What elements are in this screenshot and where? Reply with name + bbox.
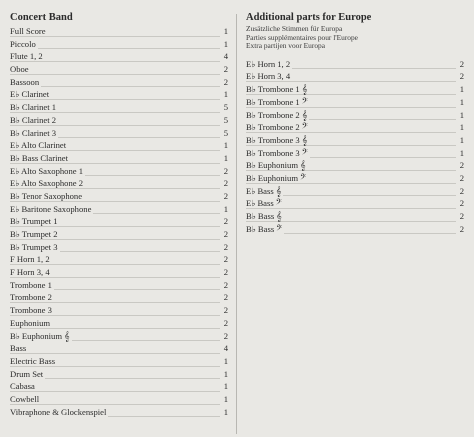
part-name xyxy=(10,166,85,176)
part-row xyxy=(10,380,228,393)
concert-band-heading: Concert Band xyxy=(10,12,73,23)
part-name-text: Drum Set xyxy=(10,368,44,379)
treble-clef-icon: 𝄞 xyxy=(276,211,282,223)
part-name xyxy=(246,186,283,196)
bass-clef-icon: 𝄢 xyxy=(300,172,307,184)
part-row xyxy=(10,266,228,279)
part-quantity: 2 xyxy=(221,291,228,304)
part-name-text: E♭ Clarinet xyxy=(10,89,50,100)
part-row xyxy=(246,96,464,109)
part-name xyxy=(10,51,45,61)
part-row xyxy=(10,38,228,51)
part-name-text: Electric Bass xyxy=(10,355,56,366)
concert-band-parts-list xyxy=(10,25,228,418)
part-name-text: E♭ Bass xyxy=(246,185,274,196)
part-quantity: 2 xyxy=(221,177,228,190)
part-name-text: Piccolo xyxy=(10,38,36,49)
part-name-text: Bassoon xyxy=(10,76,40,87)
part-quantity: 4 xyxy=(221,342,228,355)
part-name xyxy=(10,39,38,49)
part-quantity: 1 xyxy=(221,380,228,393)
part-quantity: 2 xyxy=(457,197,464,210)
europe-subtitle-nl: Extra partijen voor Europa xyxy=(246,41,326,51)
part-name xyxy=(246,173,308,183)
part-name-text: Full Score xyxy=(10,26,46,36)
bass-clef-icon: 𝄢 xyxy=(301,122,308,134)
part-name xyxy=(10,216,60,226)
part-row xyxy=(10,25,228,38)
part-quantity: 2 xyxy=(221,266,228,279)
part-name xyxy=(10,331,72,341)
part-quantity: 2 xyxy=(221,304,228,317)
part-quantity: 1 xyxy=(221,139,228,152)
part-name xyxy=(10,229,60,239)
part-row xyxy=(10,253,228,266)
part-name-text: B♭ Tenor Saxophone xyxy=(10,190,83,201)
part-name-text: Flute 1, 2 xyxy=(10,51,43,62)
part-name-text: B♭ Trumpet 1 xyxy=(10,216,58,227)
part-name-text: E♭ Bass xyxy=(246,198,274,209)
part-row xyxy=(10,190,228,203)
part-name xyxy=(10,140,68,150)
part-name xyxy=(10,369,45,379)
part-name-text: F Horn 1, 2 xyxy=(10,254,50,265)
part-name xyxy=(10,242,60,252)
part-name xyxy=(10,128,58,138)
part-quantity: 1 xyxy=(221,38,228,51)
treble-clef-icon: 𝄞 xyxy=(275,185,282,197)
part-name-text: B♭ Trumpet 2 xyxy=(10,229,58,239)
part-quantity: 2 xyxy=(457,172,464,185)
part-name xyxy=(10,356,57,366)
part-name xyxy=(10,26,48,36)
part-row xyxy=(10,368,228,381)
part-name xyxy=(246,97,310,107)
part-name xyxy=(246,84,309,94)
part-row xyxy=(10,317,228,330)
part-name-text: B♭ Clarinet 3 xyxy=(10,127,57,138)
part-quantity: 2 xyxy=(221,165,228,178)
part-name-text: B♭ Bass Clarinet xyxy=(10,152,68,163)
part-name-text: B♭ Bass xyxy=(246,223,275,234)
part-name-text: Trombone 2 xyxy=(10,292,52,303)
part-quantity: 1 xyxy=(221,368,228,381)
part-row xyxy=(10,76,228,89)
part-quantity: 1 xyxy=(221,355,228,368)
part-name xyxy=(10,267,52,277)
part-row xyxy=(10,330,228,343)
part-row xyxy=(246,159,464,172)
part-quantity: 1 xyxy=(457,147,464,160)
part-quantity: 4 xyxy=(221,50,228,63)
part-name xyxy=(246,148,310,158)
part-quantity: 2 xyxy=(457,159,464,172)
part-quantity: 5 xyxy=(221,127,228,140)
part-quantity: 2 xyxy=(221,330,228,343)
part-name xyxy=(10,89,51,99)
bass-clef-icon: 𝄢 xyxy=(275,198,282,210)
part-name xyxy=(246,135,309,145)
part-quantity: 2 xyxy=(221,253,228,266)
part-name xyxy=(10,280,54,290)
part-row xyxy=(246,58,464,71)
part-row xyxy=(10,291,228,304)
part-name xyxy=(10,102,58,112)
part-name-text: Trombone 1 xyxy=(10,279,52,290)
part-name-text: B♭ Trombone 3 xyxy=(246,134,300,145)
part-quantity: 1 xyxy=(221,393,228,406)
part-quantity: 5 xyxy=(221,101,228,114)
bass-clef-icon: 𝄢 xyxy=(276,223,283,235)
part-name-text: Euphonium xyxy=(10,317,51,328)
part-name xyxy=(246,224,284,234)
part-name xyxy=(246,110,309,120)
part-name-text: E♭ Baritone Saxophone xyxy=(10,203,92,214)
part-quantity: 1 xyxy=(221,25,228,38)
part-quantity: 1 xyxy=(221,88,228,101)
part-name xyxy=(10,407,108,417)
part-name-text: B♭ Trombone 2 xyxy=(246,109,300,120)
part-row xyxy=(10,203,228,216)
treble-clef-icon: 𝄞 xyxy=(301,84,308,96)
bass-clef-icon: 𝄢 xyxy=(301,147,308,159)
part-name-text: B♭ Euphonium xyxy=(246,172,299,183)
part-row xyxy=(10,177,228,190)
part-name xyxy=(246,71,292,81)
part-name-text: B♭ Euphonium xyxy=(10,330,63,341)
bass-clef-icon: 𝄢 xyxy=(301,96,308,108)
column-divider xyxy=(236,14,237,434)
part-row xyxy=(10,355,228,368)
part-name xyxy=(10,77,41,87)
treble-clef-icon: 𝄞 xyxy=(301,134,308,146)
part-name-text: Cowbell xyxy=(10,393,40,404)
part-quantity: 1 xyxy=(221,406,228,419)
part-quantity: 2 xyxy=(221,215,228,228)
part-name xyxy=(10,318,52,328)
leader-line xyxy=(10,391,220,392)
part-name-text: E♭ Alto Clarinet xyxy=(10,140,67,151)
part-name xyxy=(246,160,308,170)
part-row xyxy=(10,228,228,241)
part-name-text: E♭ Horn 3, 4 xyxy=(246,71,291,82)
treble-clef-icon: 𝄞 xyxy=(64,330,70,342)
part-quantity: 2 xyxy=(221,76,228,89)
treble-clef-icon: 𝄞 xyxy=(301,109,308,121)
part-quantity: 1 xyxy=(457,83,464,96)
part-quantity: 1 xyxy=(457,121,464,134)
part-name xyxy=(246,59,292,69)
part-quantity: 2 xyxy=(221,63,228,76)
part-name xyxy=(10,254,52,264)
part-quantity: 5 xyxy=(221,114,228,127)
part-name xyxy=(10,64,31,74)
part-name xyxy=(10,178,85,188)
part-name-text: B♭ Clarinet 1 xyxy=(10,102,57,113)
part-name xyxy=(10,153,70,163)
part-name-text: B♭ Trombone 1 xyxy=(246,84,300,95)
part-row xyxy=(246,210,464,223)
part-row xyxy=(10,215,228,228)
part-name-text: F Horn 3, 4 xyxy=(10,267,50,278)
part-quantity: 2 xyxy=(457,223,464,236)
part-name xyxy=(246,122,310,132)
part-name-text: B♭ Euphonium xyxy=(246,160,299,171)
part-quantity: 1 xyxy=(457,134,464,147)
part-name xyxy=(10,292,54,302)
part-name-text: B♭ Trombone 3 xyxy=(246,147,300,158)
part-name xyxy=(10,305,54,315)
part-row xyxy=(10,101,228,114)
part-name-text: B♭ Clarinet 2 xyxy=(10,114,57,125)
part-row xyxy=(246,223,464,236)
part-row xyxy=(246,121,464,134)
leader-line xyxy=(10,404,220,405)
leader-line xyxy=(10,48,220,49)
part-name-text: E♭ Alto Saxophone 1 xyxy=(10,165,84,176)
part-row xyxy=(246,70,464,83)
part-row xyxy=(10,152,228,165)
part-quantity: 2 xyxy=(221,317,228,330)
part-row xyxy=(10,50,228,63)
leader-line xyxy=(10,74,220,75)
part-quantity: 1 xyxy=(457,109,464,122)
part-name-text: B♭ Trombone 1 xyxy=(246,96,300,107)
concert-band-column xyxy=(10,10,228,418)
part-row xyxy=(246,185,464,198)
part-row xyxy=(246,197,464,210)
part-name-text: B♭ Trumpet 3 xyxy=(10,241,58,252)
part-name-text: E♭ Horn 1, 2 xyxy=(246,58,291,69)
part-quantity: 2 xyxy=(457,70,464,83)
leader-line xyxy=(10,86,220,87)
part-row xyxy=(246,172,464,185)
part-quantity: 2 xyxy=(457,185,464,198)
part-row xyxy=(10,139,228,152)
part-name-text: Cabasa xyxy=(10,381,35,392)
part-name-text: Oboe xyxy=(10,64,29,75)
part-row xyxy=(246,83,464,96)
part-row xyxy=(10,114,228,127)
part-name-text: Vibraphone & Glockenspiel xyxy=(10,406,107,417)
part-name-text: B♭ Trombone 2 xyxy=(246,122,300,133)
part-name xyxy=(10,115,58,125)
europe-parts-list xyxy=(246,58,464,236)
part-name xyxy=(246,198,284,208)
part-name-text: Trombone 3 xyxy=(10,305,52,316)
part-row xyxy=(246,147,464,160)
part-row xyxy=(10,127,228,140)
part-row xyxy=(10,88,228,101)
part-row xyxy=(246,134,464,147)
part-name-text: B♭ Bass xyxy=(246,211,275,222)
part-quantity: 2 xyxy=(221,241,228,254)
part-quantity: 2 xyxy=(221,190,228,203)
part-quantity: 1 xyxy=(221,152,228,165)
part-name xyxy=(246,211,284,221)
part-row xyxy=(246,109,464,122)
part-row xyxy=(10,304,228,317)
part-row xyxy=(10,342,228,355)
part-row xyxy=(10,165,228,178)
part-quantity: 2 xyxy=(221,279,228,292)
part-quantity: 2 xyxy=(457,210,464,223)
europe-subtitle-de: Zusätzliche Stimmen für Europa xyxy=(246,24,343,33)
part-name xyxy=(10,191,84,201)
part-quantity: 2 xyxy=(221,228,228,241)
part-row xyxy=(10,406,228,419)
part-name xyxy=(10,204,93,214)
spacer xyxy=(246,51,464,58)
europe-parts-heading: Additional parts for Europe xyxy=(246,12,372,23)
part-name-text: Bass xyxy=(10,343,27,354)
leader-line xyxy=(10,353,220,354)
europe-subtitle-fr: Parties supplémentaires pour l'Europe xyxy=(246,32,358,42)
part-quantity: 1 xyxy=(221,203,228,216)
part-row xyxy=(10,241,228,254)
europe-parts-column xyxy=(246,10,464,235)
part-row xyxy=(10,279,228,292)
part-name-text: E♭ Alto Saxophone 2 xyxy=(10,178,84,189)
treble-clef-icon: 𝄞 xyxy=(300,160,306,172)
part-quantity: 1 xyxy=(457,96,464,109)
part-quantity: 2 xyxy=(457,58,464,71)
part-name xyxy=(10,381,37,391)
part-name xyxy=(10,343,28,353)
part-name xyxy=(10,394,41,404)
part-row xyxy=(10,393,228,406)
part-row xyxy=(10,63,228,76)
